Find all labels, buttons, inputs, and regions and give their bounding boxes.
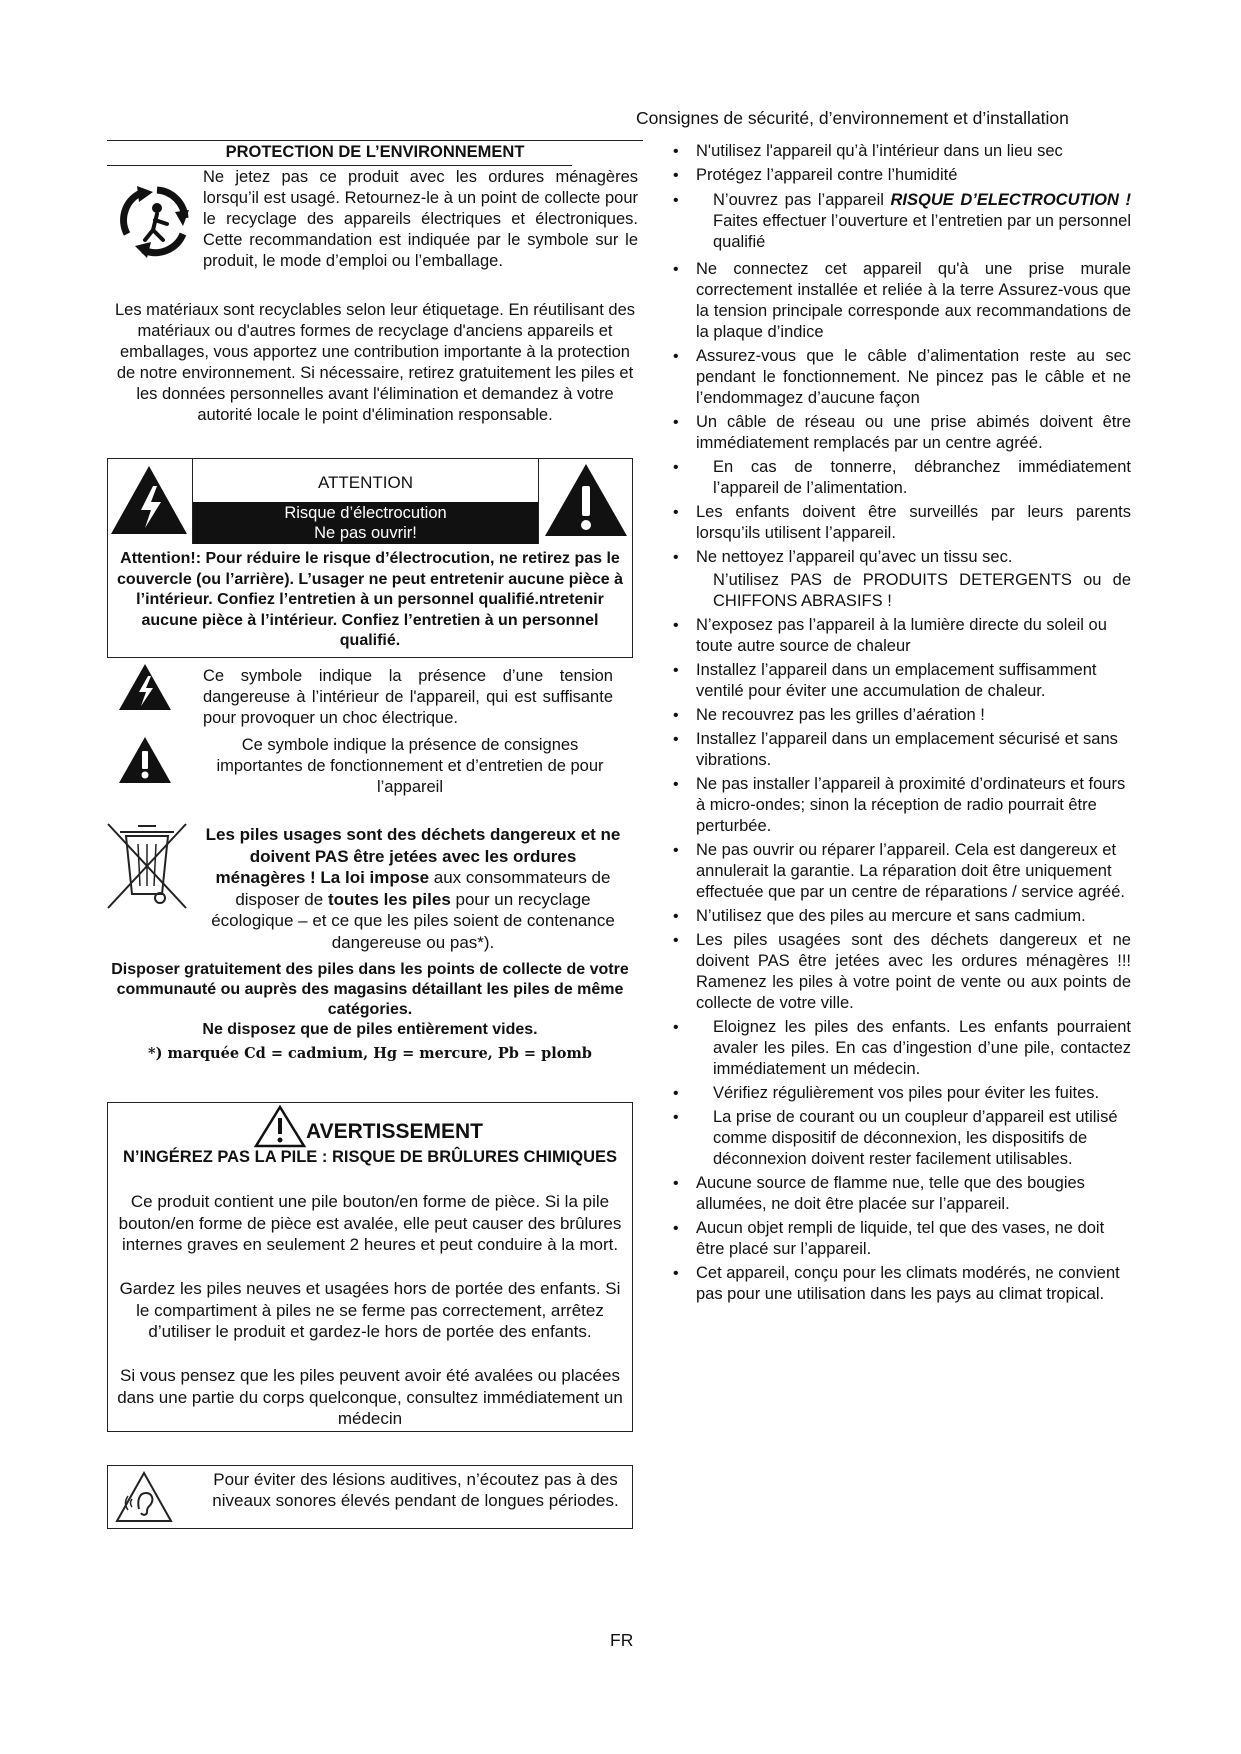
hearing-damage-icon <box>113 1469 175 1525</box>
exclamation-symbol-text: Ce symbole indique la présence de consignes importantes de fonctionnement et d’entretien de pour l’appareil <box>216 736 604 796</box>
batteries-text <box>203 824 623 953</box>
avertissement-title: AVERTISSEMENT <box>306 1120 483 1143</box>
risk-emphasis: RISQUE D’ELECTROCUTION ! <box>890 191 1131 209</box>
safety-list <box>656 141 1131 1308</box>
environment-heading: PROTECTION DE L’ENVIRONNEMENT <box>225 143 525 161</box>
crossed-bin-icon <box>104 820 190 912</box>
attention-warning-text: Attention!: Pour réduire le risque d’électrocution, ne retirez pas le couvercle (ou l’arrière). L’usager ne peut entretenir aucune pièce à l’intérieur. Confiez l’entretien à un personnel qualifié.ntretenir aucune pièce à l’intérieur. Confiez l’entretien à un personnel qualifié. <box>117 550 623 649</box>
page-language-label: FR <box>610 1630 634 1650</box>
hearing-text: Pour éviter des lésions auditives, n’écoutez pas à des niveaux sonores élevés pendant de longues périodes. <box>212 1470 619 1510</box>
section-rule-top <box>107 140 643 141</box>
lightning-warning-icon <box>107 458 191 542</box>
batteries-bold-lead: Les piles usages sont des déchets dangereux et ne doivent PAS être jetées avec les ordures ménagères ! La loi impose <box>205 825 621 887</box>
safety-item: • Ne nettoyez l’appareil qu’avec un tissu sec. N’utilisez PAS de PRODUITS DETERGENTS ou de CHIFFONS ABRASIFS ! <box>656 547 1131 612</box>
safety-item: • Vérifiez régulièrement vos piles pour éviter les fuites. <box>656 1083 1131 1104</box>
avertissement-p3: Si vous pensez que les piles peuvent avoir été avalées ou placées dans une partie du corps quelconque, consultez immédiatement un médecin <box>117 1366 623 1428</box>
safety-item: • Installez l’appareil dans un emplacement suffisamment ventilé pour éviter une accumulation de chaleur. <box>656 660 1131 702</box>
avertissement-warning-icon <box>252 1104 308 1148</box>
avertissement-p2: Gardez les piles neuves et usagées hors de portée des enfants. Si le compartiment à piles ne se ferme pas correctement, arrêtez d’utiliser le produit et gardez-le hors de portée des enfants. <box>119 1279 621 1341</box>
safety-item: • Un câble de réseau ou une prise abimés doivent être immédiatement remplacés par un centre agréé. <box>656 412 1131 454</box>
safety-item: • Ne recouvrez pas les grilles d’aération ! <box>656 705 1131 726</box>
attention-band-line1: Risque d’électrocution <box>284 504 447 522</box>
environment-intro: Ne jetez pas ce produit avec les ordures ménagères lorsqu’il est usagé. Retournez-le à un point de collecte pour le recyclage des appareils électriques et électroniques. Cette recommandation est indiquée par le symbole sur le produit, le mode d’emploi ou l’emballage. <box>203 168 638 270</box>
environment-body: Les matériaux sont recyclables selon leur étiquetage. En réutilisant des matériaux ou d'autres formes de recyclage d'anciens appareils et emballages, vous apportez une contribution importante à la protection de notre environnement. Si nécessaire, retirez gratuitement les piles et les données personnelles avant l'élimination et demandez à votre autorité locale le point d'élimination responsable. <box>114 301 636 424</box>
safety-item: • Ne connectez cet appareil qu'à une prise murale correctement installée et reliée à la terre Assurez-vous que la tension principale corresponde aux recommandations de la plaque d’indice <box>656 259 1131 343</box>
attention-band-line2: Ne pas ouvrir! <box>314 524 417 542</box>
lightning-symbol-icon <box>117 662 173 712</box>
safety-item: • Installez l’appareil dans un emplacement sécurisé et sans vibrations. <box>656 729 1131 771</box>
safety-item: • Protégez l’appareil contre l’humidité <box>656 165 1131 186</box>
avertissement-subtitle: N’INGÉREZ PAS LA PILE : RISQUE DE BRÛLURES CHIMIQUES <box>122 1148 618 1166</box>
safety-item: • Eloignez les piles des enfants. Les enfants pourraient avaler les piles. En cas d’ingestion d’une pile, contactez immédiatement un médecin. <box>656 1017 1131 1080</box>
safety-item: • Aucune source de flamme nue, telle que des bougies allumées, ne doit être placée sur l’appareil. <box>656 1173 1131 1215</box>
page-header-title: Consignes de sécurité, d’environnement et d’installation <box>636 108 1069 128</box>
exclamation-symbol-icon <box>117 735 173 785</box>
exclamation-warning-icon <box>539 458 633 542</box>
attention-title: ATTENTION <box>317 473 414 492</box>
recycle-icon <box>113 178 197 262</box>
section-rule-bottom <box>107 165 572 166</box>
safety-item: • En cas de tonnerre, débranchez immédiatement l’appareil de l’alimentation. <box>656 457 1131 499</box>
batteries-footnote: *) marquée Cd = cadmium, Hg = mercure, Pb = plomb <box>148 1045 592 1062</box>
safety-item: • N'utilisez l'appareil qu’à l’intérieur dans un lieu sec <box>656 141 1131 162</box>
safety-item: • Les piles usagées sont des déchets dangereux et ne doivent PAS être jetées avec les ordures ménagères !!! Ramenez les piles à votre point de vente ou aux points de collecte de votre ville. <box>656 930 1131 1014</box>
safety-item: • La prise de courant ou un coupleur d’appareil est utilisé comme dispositif de déconnexion, les dispositifs de déconnexion doivent rester facilement utilisables. <box>656 1107 1131 1170</box>
batteries-normal-1: aux consommateurs de disposer de <box>235 868 611 909</box>
attention-band <box>193 502 538 544</box>
safety-item: • Ne pas ouvrir ou réparer l’appareil. Cela est dangereux et annulerait la garantie. La réparation doit être uniquement effectuée que par un centre de réparations / service agréé. <box>656 840 1131 903</box>
safety-item: • N’utilisez que des piles au mercure et sans cadmium. <box>656 906 1131 927</box>
safety-item: • N’exposez pas l’appareil à la lumière directe du soleil ou toute autre source de chaleur <box>656 615 1131 657</box>
safety-item: • Assurez-vous que le câble d’alimentation reste au sec pendant le fonctionnement. Ne pincez pas le câble et ne l’endommagez d’aucune façon <box>656 346 1131 409</box>
batteries-bold-mid: toutes les piles <box>327 889 451 909</box>
avertissement-p1: Ce produit contient une pile bouton/en forme de pièce. Si la pile bouton/en forme de pièce est avalée, elle peut causer des brûlures internes graves en seulement 2 heures et peut conduire à la mort. <box>118 1192 622 1254</box>
batteries-collect: Disposer gratuitement des piles dans les points de collecte de votre communauté ou auprès des magasins détaillant les piles de même catégories. <box>111 961 629 1018</box>
safety-item: • Aucun objet rempli de liquide, tel que des vases, ne doit être placé sur l’appareil. <box>656 1218 1131 1260</box>
batteries-normal-2: pour un recyclage écologique – et ce que les piles soient de contenance dangereuse ou pas*). <box>211 889 615 952</box>
safety-item: • N’ouvrez pas l’appareil RISQUE D’ELECTROCUTION ! Faites effectuer l’ouverture et l’entretien par un personnel qualifié <box>656 190 1131 253</box>
lightning-symbol-text: Ce symbole indique la présence d’une tension dangereuse à l’intérieur de l'appareil, qui est suffisante pour provoquer un choc électrique. <box>203 667 613 727</box>
batteries-empty: Ne disposez que de piles entièrement vides. <box>202 1021 538 1038</box>
safety-item: • Les enfants doivent être surveillés par leurs parents lorsqu’ils utilisent l’appareil. <box>656 502 1131 544</box>
safety-item: • Ne pas installer l’appareil à proximité d’ordinateurs et fours à micro-ondes; sinon la réception de radio pourrait être perturbée. <box>656 774 1131 837</box>
safety-item: • Cet appareil, conçu pour les climats modérés, ne convient pas pour une utilisation dans les pays au climat tropical. <box>656 1263 1131 1305</box>
